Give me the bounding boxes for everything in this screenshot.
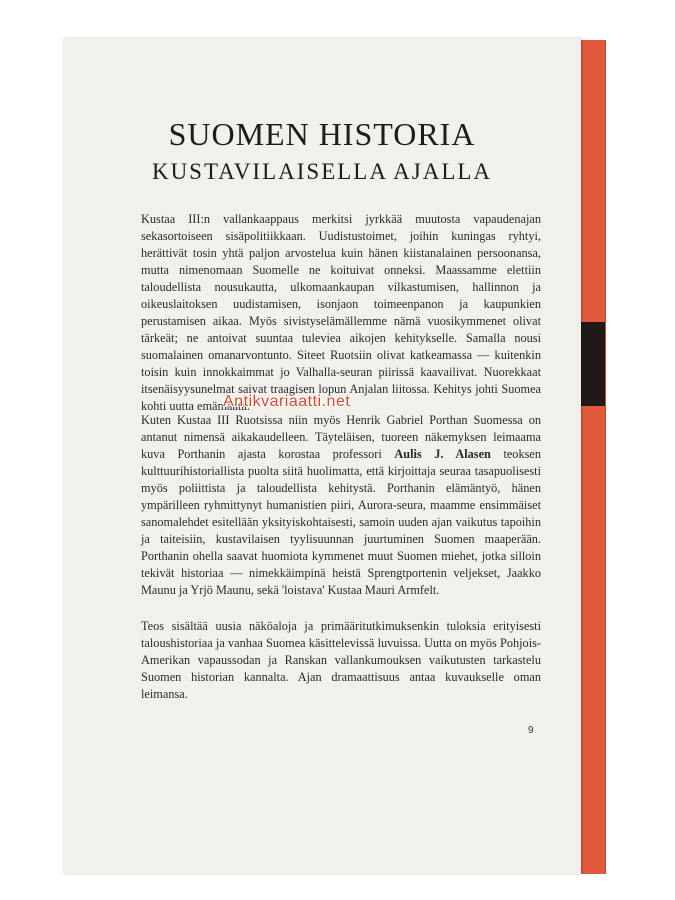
paragraph-2-part-2: teoksen kulttuurihistoriallista puolta siitä huolimatta, että kirjoittaja seuraa tasapuolisesti myös poliittista ja taloudellista kehitystä. Porthanin elämäntyö, hänen ympärilleen ryhmittynyt humanistien piiri, Aurora-seura, maamme ensimmäiset sanomalehdet esitellään yksityiskohtaisesti, samoin uuden ajan vaikutus tapoihin ja taiteisiin, kustavilaisen tyylisuunnan juurtuminen Suomen maaperään. Porthanin ohella saavat huomiota kymmenet muut Suomen miehet, jotka silloin tekivät historiaa — nimekkäimpinä heistä Sprengtportenin veljekset, Jaakko Maunu ja Yrjö Maunu, sekä 'loistava' Kustaa Mauri Armfelt. (141, 447, 542, 597)
title-line-2: KUSTAVILAISELLA AJALLA (151, 159, 493, 184)
paragraph-2-part-1: Kuten Kustaa III Ruotsissa niin myös Henrik Gabriel Porthan Suomessa on antanut nimensä aikakaudelleen. Täyteläisen, tuoreen näkemyksen leimaama kuva Porthanin ajasta korostaa professori (141, 413, 541, 461)
title-line-1: SUOMEN HISTORIA (168, 116, 476, 152)
page-number: 9 (528, 725, 534, 736)
paragraph-2 (141, 412, 541, 599)
watermark: Antikvariaatti.net (223, 393, 351, 410)
paragraph-1: Kustaa III:n vallankaappaus merkitsi jyrkkää muutosta vapaudenajan sekasortoiseen sisäpolitiikkaan. Uudistustoimet, joihin kuningas ryhtyi, herättivät tosin yhtä paljon arvostelua kuin hänen kiistanalainen persoonansa, mutta nimenomaan Suomelle ne koituivat onneksi. Maassamme elettiin taloudellista nousukautta, ulkomaankaupan vilkastumisen, hallinnon ja oikeuslaitoksen uudistamisen, isonjaon toimeenpanon ja kaupunkien perustamisen aikaa. Myös sivistyselämällemme nämä vuosikymmenet olivat tärkeät; ne antoivat suuntaa tuleviea aikojen kehitykselle. Samalla nousi suomalainen omanarvontunto. Siteet Ruotsiin olivat katkeamassa — kuitenkin toisin kuin innokkaimmat jo Valhalla-seuran piirissä kaavailivat. Nuorekkaat itsenäisyysunelmat saivat traagisen lopun Anjalan liitossa. Kehitys johti Suomea kohti uutta emämaata. (141, 212, 541, 413)
paragraph-3: Teos sisältää uusia näköaloja ja primääritutkimuksenkin tuloksia erityisesti taloushistoriaa ja vanhaa Suomea käsittelevissä luvuissa. Uutta on myös Pohjois-Amerikan vapaussodan ja Ranskan vallankumouksen vaikutusten tarkastelu Suomen historian kannalta. Ajan dramaattisuus antaa kuvaukselle oman leimansa. (141, 619, 541, 701)
book-back-cover (63, 38, 581, 874)
author-name: Aulis J. Alasen (394, 447, 491, 461)
